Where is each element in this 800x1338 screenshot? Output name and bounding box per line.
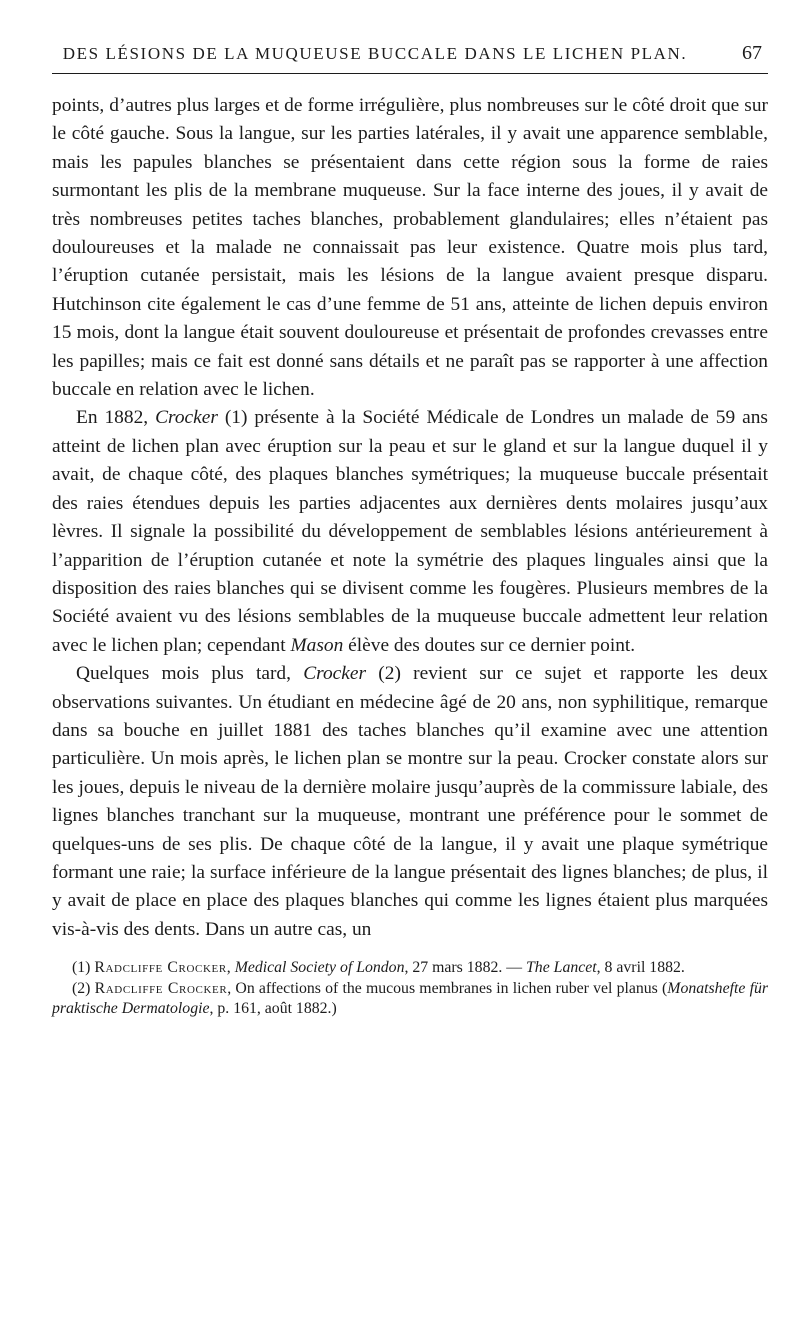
text-run: , 27 mars 1882. — — [404, 959, 527, 977]
footnotes — [52, 958, 768, 1020]
text-run: (2) revient sur ce sujet et rapporte les deux observations suivantes. Un étudiant en médecine âgé de 20 ans, non syphilitique, remarque dans sa bouche en juillet 1881 des taches blanches qu’il examine avec une attention particulière. Un mois après, le lichen plan se montre sur la peau. Crocker constate alors sur les joues, depuis le niveau de la dernière molaire jusqu’auprès de la commissure labiale, des lignes blanches tranchant sur la muqueuse, montrant une préférence pour le sommet de quelques-uns de ses plis. De chaque côté de la langue, il y avait une plaque symétrique formant une raie; la surface inférieure de la langue présentait des lignes blanches; de plus, il y avait de place en place des plaques blanches qui comme les lignes étaient plus marquées vis-à-vis des dents. Dans un autre cas, un — [52, 663, 768, 940]
text-run: , On affections of the mucous membranes in lichen ruber vel planus ( — [227, 979, 668, 997]
footnote-marker: (2) — [72, 979, 95, 997]
running-header — [52, 0, 768, 72]
footnote-marker: (1) — [72, 959, 95, 977]
author-name: Crocker — [303, 663, 367, 685]
paragraph-crocker-1882 — [52, 404, 768, 660]
footnote-source-title: Medical Society of London — [234, 959, 405, 977]
text-run: En 1882, — [76, 407, 156, 429]
paragraph-crocker-observations — [52, 660, 768, 944]
body-text — [52, 92, 768, 944]
footnote-source-title: Monatshefte für praktische Dermatologie — [52, 979, 768, 1018]
text-run: , 8 avril 1882. — [596, 959, 685, 977]
book-page — [52, 0, 768, 1020]
running-title: DES LÉSIONS DE LA MUQUEUSE BUCCALE DANS LE LICHEN PLAN. — [62, 44, 688, 63]
footnote-1 — [52, 958, 768, 979]
footnote-author: Radcliffe Crocker — [94, 959, 227, 977]
footnote-2 — [52, 979, 768, 1020]
text-run: élève des doutes sur ce dernier point. — [343, 634, 636, 656]
text-run: , — [226, 959, 235, 977]
footnote-author: Radcliffe Crocker — [94, 979, 228, 997]
author-name: Crocker — [155, 407, 218, 429]
paragraph-continued — [52, 92, 768, 404]
text-run: (1) présente à la Société Médicale de Londres un malade de 59 ans atteint de lichen plan avec éruption sur la peau et sur le gland et sur la langue duquel il y avait, de chaque côté, des plaques blanches symétriques; la muqueuse buccale présentait des raies étendues depuis les parties adjacentes aux dernières dents molaires jusqu’aux lèvres. Il signale la possibilité du développement de semblables lésions antérieurement à l’apparition de l’éruption cutanée et note la symétrie des plaques linguales ainsi que la disposition des raies blanches qui se divisent comme les fougères. Plusieurs membres de la Société avaient vu des lésions semblables de la muqueuse buccale admettent leur relation avec le lichen plan; cependant — [52, 407, 768, 656]
text-run: points, d’autres plus larges et de forme irrégulière, plus nombreuses sur le côté droit que sur le côté gauche. Sous la langue, sur les parties latérales, il y avait une apparence semblable, mais les papules blanches se présentaient dans cette région sous la forme de raies surmontant les plis de la membrane muqueuse. Sur la face interne des joues, il y avait de très nombreuses petites taches blanches, probablement glandulaires; elles n’étaient pas douloureuses et la malade ne connaissait pas leur existence. Quatre mois plus tard, l’éruption cutanée persistait, mais les lésions de la langue avaient presque disparu. Hutchinson cite également le cas d’une femme de 51 ans, atteinte de lichen depuis environ 15 mois, dont la langue était souvent douloureuse et présentait de profondes crevasses entre les papilles; mais ce fait est donné sans détails et ne paraît pas se rapporter à une affection buccale en relation avec le lichen. — [52, 95, 768, 401]
text-run: Quelques mois plus tard, — [76, 663, 304, 685]
page-number: 67 — [742, 42, 762, 64]
text-run: , p. 161, août 1882.) — [209, 1000, 337, 1018]
footnote-source-title: The Lancet — [526, 959, 597, 977]
author-name: Mason — [290, 634, 344, 656]
header-rule — [52, 73, 768, 74]
